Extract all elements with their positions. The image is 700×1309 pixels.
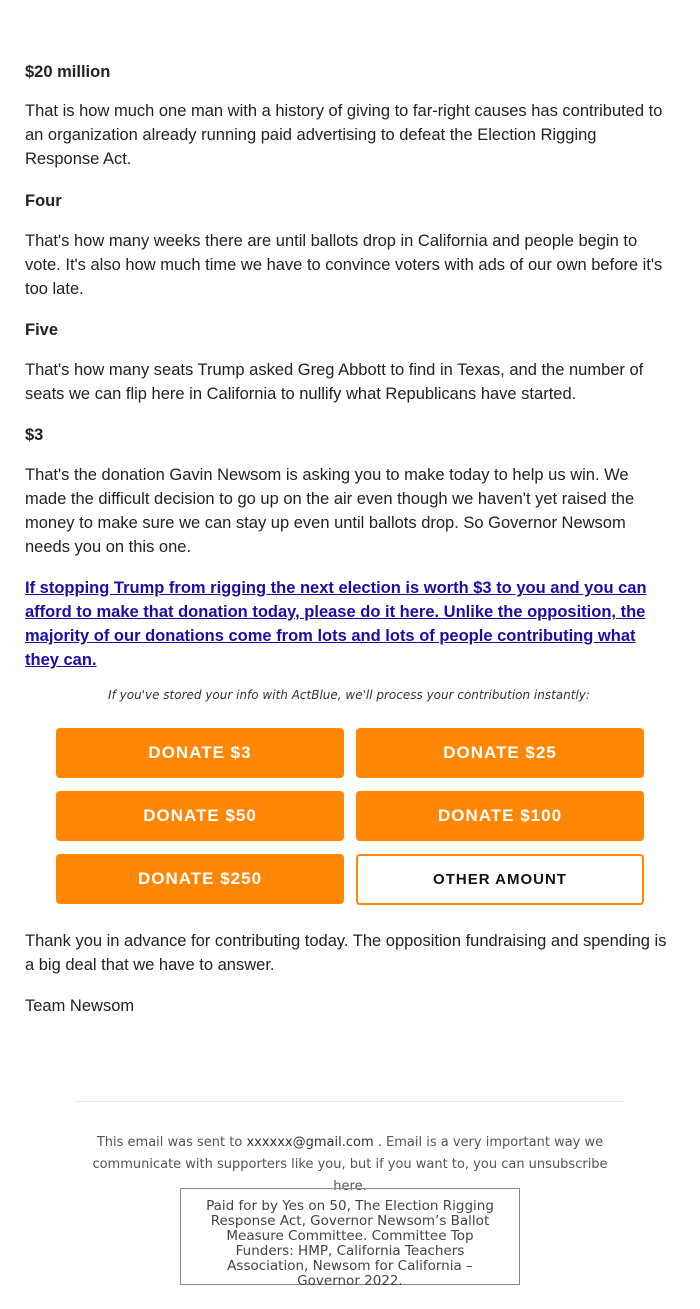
recipient-email: xxxxxx@gmail.com <box>246 1135 374 1150</box>
paid-for-disclaimer: Paid for by Yes on 50, The Election Rigging Response Act, Governor Newsom’s Ballot Measure Committee. Committee Top Funders: HMP, California Teachers Association, Newsom for California – Governor 2022. <box>180 1188 520 1285</box>
paragraph-three-dollars: That's the donation Gavin Newsom is asking you to make today to help us win. We made the difficult decision to go up on the air even though we haven't yet raised the money to make sure we can stay up even until ballots drop. So Governor Newsom needs you on this one. <box>25 466 635 556</box>
donate-25-button[interactable]: DONATE $25 <box>356 728 644 778</box>
heading-five: Five <box>25 321 59 339</box>
thanks-paragraph: Thank you in advance for contributing today. The opposition fundraising and spending is a big deal that we have to answer. <box>25 932 667 974</box>
paragraph-five: That's how many seats Trump asked Greg Abbott to find in Texas, and the number of seats we can flip here in California to nullify what Republicans have started. <box>25 361 644 403</box>
heading-three-dollars: $3 <box>25 426 44 444</box>
donate-100-button[interactable]: DONATE $100 <box>356 791 644 841</box>
donate-250-button[interactable]: DONATE $250 <box>56 854 344 904</box>
footer-sent-suffix[interactable]: . Email is a very important way we communicate with supporters like you, but if you want to, you can unsubscribe here. <box>92 1135 608 1194</box>
heading-20-million: $20 million <box>25 63 111 81</box>
donate-50-button[interactable]: DONATE $50 <box>56 791 344 841</box>
paragraph-four: That's how many weeks there are until ballots drop in California and people begin to vote. It's also how much time we have to convince voters with ads of our own before it's too late. <box>25 232 663 298</box>
actblue-note: If you've stored your info with ActBlue, we'll process your contribution instantly: <box>108 688 590 702</box>
donate-cta-link[interactable]: If stopping Trump from rigging the next election is worth $3 to you and you can afford to make that donation today, please do it here. Unlike the opposition, the majority of our donations come from lots and lots of people contributing what they can. <box>25 579 647 669</box>
other-amount-button[interactable]: OTHER AMOUNT <box>356 854 644 905</box>
footer-sent-prefix: This email was sent to <box>96 1135 243 1150</box>
paragraph-20-million: That is how much one man with a history of giving to far-right causes has contributed to an organization already running paid advertising to defeat the Election Rigging Response Act. <box>25 102 663 168</box>
footer-divider <box>75 1101 625 1102</box>
signature: Team Newsom <box>25 997 135 1015</box>
donate-3-button[interactable]: DONATE $3 <box>56 728 344 778</box>
heading-four: Four <box>25 192 62 210</box>
